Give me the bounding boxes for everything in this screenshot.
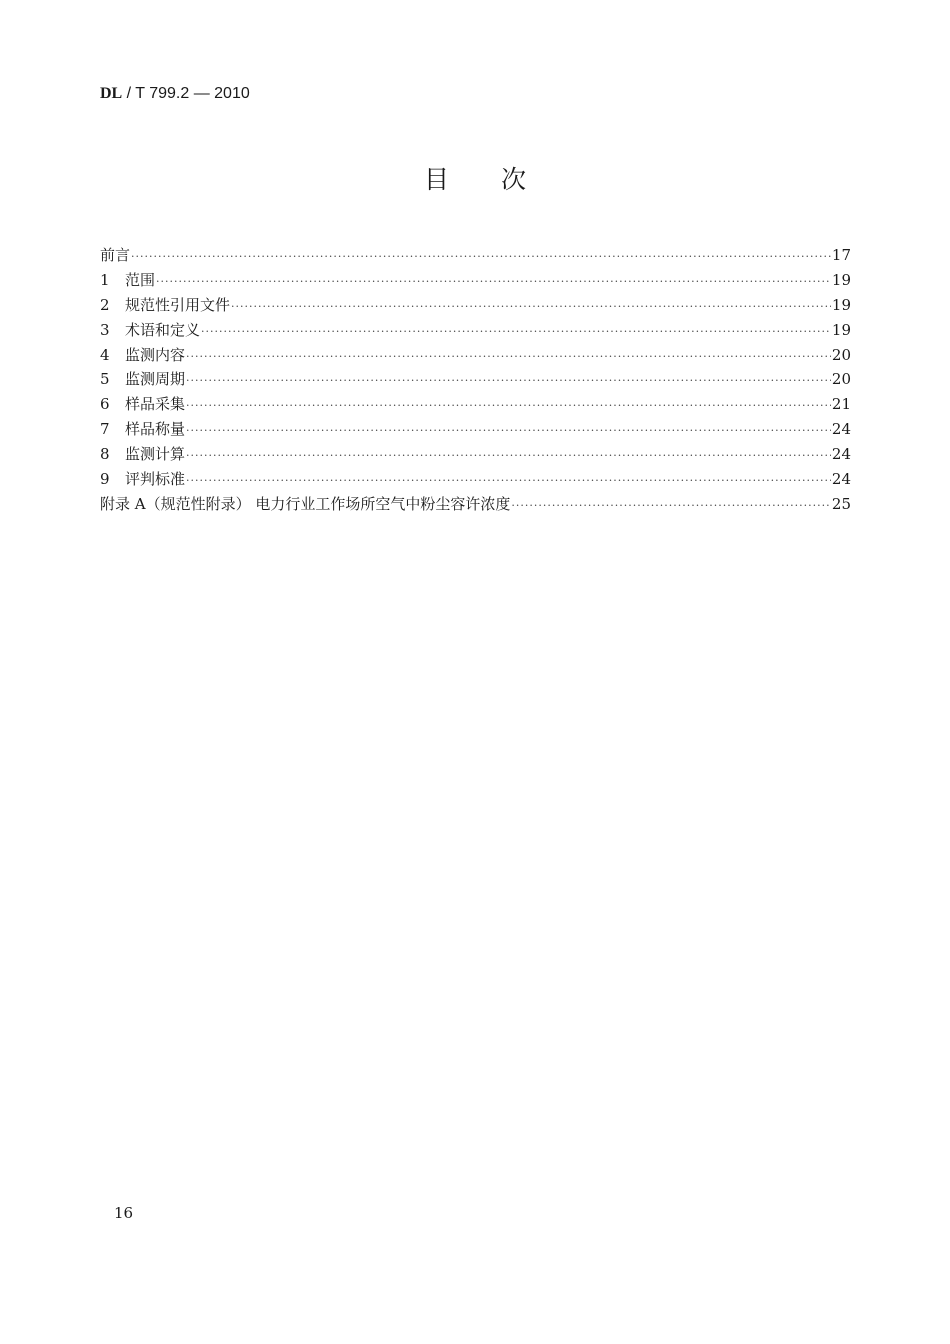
toc-entry-normative-references[interactable] [100,293,851,318]
toc-entry-number: 7 [100,420,110,439]
toc-entry-page: 19 [831,270,851,289]
toc-entry-monitoring-calculation[interactable] [100,442,851,467]
toc-entry-label: 评判标准 [125,470,186,489]
toc-entry-sample-collection[interactable] [100,392,851,417]
document-header [100,84,250,104]
table-of-contents [100,243,851,517]
toc-leader-dots [511,494,831,519]
toc-entry-appendix-a[interactable] [100,492,851,517]
toc-entry-label: 监测周期 [125,370,186,389]
toc-leader-dots [186,444,831,469]
toc-leader-dots [186,369,831,394]
toc-entry-label: 范围 [125,270,156,289]
toc-leader-dots [186,394,831,419]
standard-number: / T 799.2 — 2010 [122,85,250,102]
toc-entry-label: 监测计算 [125,445,186,464]
toc-entry-label: 前言 [100,246,131,264]
toc-entry-label: 附录 A（规范性附录） 电力行业工作场所空气中粉尘容许浓度 [100,494,511,513]
toc-entry-page: 19 [831,320,851,339]
toc-entry-sample-weighing[interactable] [100,417,851,442]
toc-entry-number: 9 [100,470,110,489]
toc-entry-label: 术语和定义 [125,320,201,339]
toc-leader-dots [186,345,831,370]
toc-entry-label: 样品称量 [125,420,186,439]
page-title: 目次 [423,165,578,194]
toc-entry-page: 25 [831,494,851,513]
toc-entry-scope[interactable] [100,268,851,293]
toc-leader-dots [186,419,831,444]
toc-leader-dots [156,270,831,295]
toc-entry-page: 24 [831,420,851,439]
toc-entry-page: 20 [831,345,851,364]
toc-leader-dots [201,320,831,345]
toc-entry-foreword[interactable] [100,243,851,268]
toc-entry-label: 样品采集 [125,395,186,414]
toc-entry-page: 20 [831,370,851,389]
page-number: 16 [114,1204,134,1222]
toc-entry-page: 19 [831,295,851,314]
toc-entry-terms-definitions[interactable] [100,318,851,343]
toc-entry-number: 6 [100,395,110,414]
toc-leader-dots [131,245,831,270]
toc-entry-number: 4 [100,345,110,364]
toc-entry-number: 3 [100,320,110,339]
toc-entry-page: 24 [831,470,851,489]
toc-entry-label: 规范性引用文件 [125,295,231,314]
toc-entry-number: 1 [100,270,110,289]
toc-entry-number: 2 [100,295,110,314]
toc-entry-evaluation-criteria[interactable] [100,467,851,492]
toc-entry-number: 5 [100,370,110,389]
toc-leader-dots [231,295,831,320]
toc-entry-page: 17 [831,246,851,264]
toc-entry-monitoring-content[interactable] [100,343,851,368]
toc-entry-label: 监测内容 [125,345,186,364]
toc-entry-number: 8 [100,445,110,464]
toc-entry-page: 21 [831,395,851,414]
standard-code: DL [100,85,123,102]
toc-entry-page: 24 [831,445,851,464]
toc-leader-dots [186,469,831,494]
toc-entry-monitoring-cycle[interactable] [100,367,851,392]
